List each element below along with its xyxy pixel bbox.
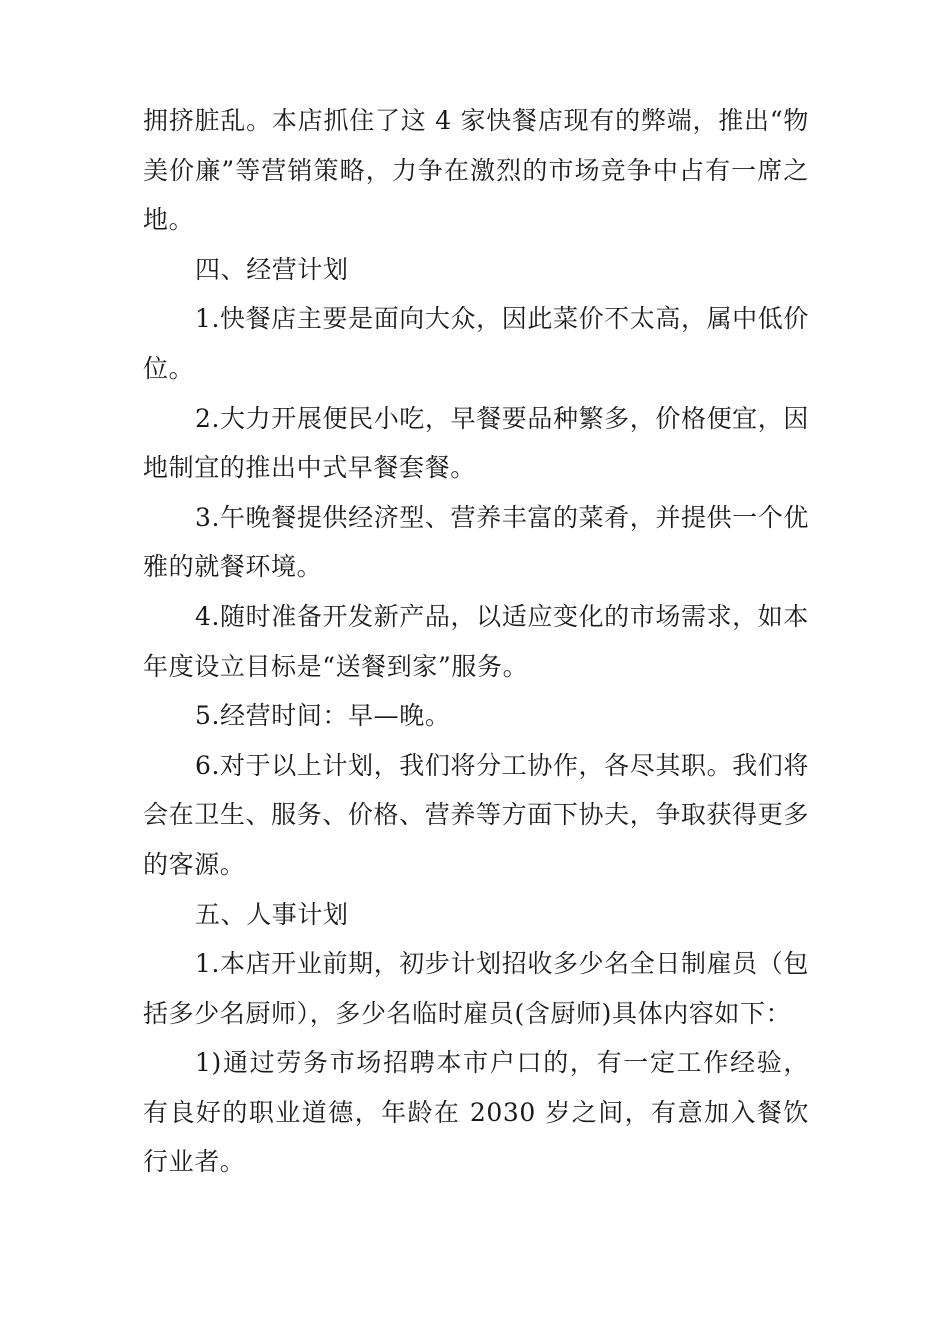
document-body [143, 96, 809, 1187]
paragraph-market-continuation: 拥挤脏乱。本店抓住了这 4 家快餐店现有的弊端，推出“物美价廉”等营销策略，力争在激烈的市场竞争中占有一席之地。 [143, 106, 809, 235]
paragraph-plan-item-5: 5.经营时间：早—晚。 [195, 701, 451, 731]
paragraph-plan-item-3: 3.午晚餐提供经济型、营养丰富的菜肴，并提供一个优雅的就餐环境。 [143, 502, 809, 582]
paragraph-personnel-item-1: 1.本店开业前期，初步计划招收多少名全日制雇员（包括多少名厨师），多少名临时雇员(含厨师)具体内容如下： [143, 949, 809, 1028]
section-heading-business-plan: 四、经营计划 [195, 254, 349, 284]
paragraph-plan-item-6: 6.对于以上计划，我们将分工协作，各尽其职。我们将会在卫生、服务、价格、营养等方面下协夫，争取获得更多的客源。 [143, 750, 809, 879]
paragraph-plan-item-2: 2.大力开展便民小吃，早餐要品种繁多，价格便宜，因地制宜的推出中式早餐套餐。 [143, 403, 809, 483]
paragraph-personnel-subitem-1: 1)通过劳务市场招聘本市户口的，有一定工作经验，有良好的职业道德，年龄在 2030 岁之间，有意加入餐饮行业者。 [143, 1048, 809, 1177]
paragraph-plan-item-4: 4.随时准备开发新产品，以适应变化的市场需求，如本年度设立目标是“送餐到家”服务。 [143, 601, 809, 681]
section-heading-personnel-plan: 五、人事计划 [195, 899, 349, 929]
paragraph-plan-item-1: 1.快餐店主要是面向大众，因此菜价不太高，属中低价位。 [143, 304, 809, 383]
